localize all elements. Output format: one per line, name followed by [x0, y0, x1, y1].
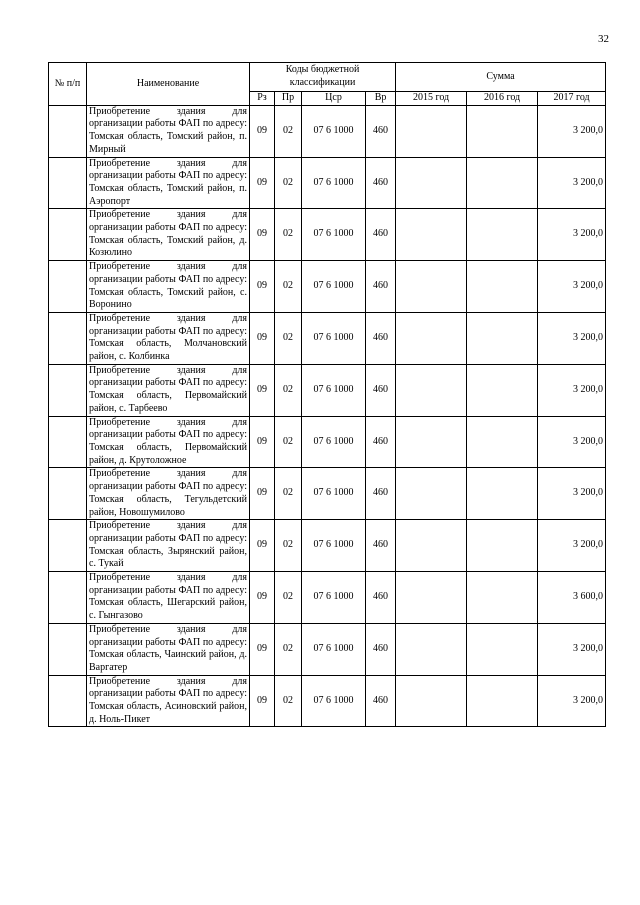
cell-name: Приобретение здания для организации работы ФАП по адресу: Томская область, Шегарский район, с. Гынгазово	[87, 572, 250, 624]
cell-name: Приобретение здания для организации работы ФАП по адресу: Томская область, Тегульдетский район, Новошумилово	[87, 468, 250, 520]
cell-pr: 02	[275, 572, 302, 624]
cell-vr: 460	[366, 572, 396, 624]
cell-2016	[467, 312, 538, 364]
cell-csr: 07 6 1000	[302, 157, 366, 209]
cell-rz: 09	[250, 312, 275, 364]
cell-name: Приобретение здания для организации работы ФАП по адресу: Томская область, Томский район, д. Козюлино	[87, 209, 250, 261]
cell-vr: 460	[366, 675, 396, 727]
cell-vr: 460	[366, 312, 396, 364]
cell-2015	[396, 105, 467, 157]
cell-2016	[467, 261, 538, 313]
cell-2017: 3 200,0	[538, 261, 606, 313]
cell-csr: 07 6 1000	[302, 261, 366, 313]
cell-pr: 02	[275, 312, 302, 364]
cell-name: Приобретение здания для организации работы ФАП по адресу: Томская область, Томский район, п. Мирный	[87, 105, 250, 157]
cell-2016	[467, 364, 538, 416]
cell-num	[49, 520, 87, 572]
cell-2016	[467, 416, 538, 468]
cell-2015	[396, 520, 467, 572]
cell-2016	[467, 209, 538, 261]
cell-rz: 09	[250, 157, 275, 209]
cell-2015	[396, 157, 467, 209]
cell-name: Приобретение здания для организации работы ФАП по адресу: Томская область, Томский район, с. Воронино	[87, 261, 250, 313]
cell-2017: 3 200,0	[538, 312, 606, 364]
header-2016: 2016 год	[467, 92, 538, 106]
cell-2016	[467, 468, 538, 520]
cell-rz: 09	[250, 675, 275, 727]
table-body	[49, 105, 606, 727]
table-row	[49, 416, 606, 468]
header-vr: Вр	[366, 92, 396, 106]
cell-pr: 02	[275, 209, 302, 261]
table-row	[49, 675, 606, 727]
budget-table	[48, 62, 606, 727]
table-row	[49, 157, 606, 209]
cell-2015	[396, 572, 467, 624]
cell-rz: 09	[250, 416, 275, 468]
table-row	[49, 572, 606, 624]
table-row	[49, 105, 606, 157]
cell-csr: 07 6 1000	[302, 675, 366, 727]
header-name: Наименование	[87, 63, 250, 106]
cell-csr: 07 6 1000	[302, 364, 366, 416]
cell-2017: 3 200,0	[538, 623, 606, 675]
cell-pr: 02	[275, 157, 302, 209]
cell-rz: 09	[250, 364, 275, 416]
table-row	[49, 520, 606, 572]
cell-rz: 09	[250, 520, 275, 572]
cell-2017: 3 200,0	[538, 157, 606, 209]
cell-2017: 3 200,0	[538, 675, 606, 727]
cell-2016	[467, 572, 538, 624]
cell-csr: 07 6 1000	[302, 520, 366, 572]
cell-rz: 09	[250, 209, 275, 261]
cell-name: Приобретение здания для организации работы ФАП по адресу: Томская область, Первомайский район, д. Крутоложное	[87, 416, 250, 468]
cell-pr: 02	[275, 364, 302, 416]
cell-2015	[396, 261, 467, 313]
cell-num	[49, 675, 87, 727]
cell-name: Приобретение здания для организации работы ФАП по адресу: Томская область, Чаинский район, д. Варгатер	[87, 623, 250, 675]
table-row	[49, 261, 606, 313]
cell-name: Приобретение здания для организации работы ФАП по адресу: Томская область, Томский район, п. Аэропорт	[87, 157, 250, 209]
header-num: № п/п	[49, 63, 87, 106]
cell-vr: 460	[366, 105, 396, 157]
cell-2016	[467, 157, 538, 209]
cell-csr: 07 6 1000	[302, 468, 366, 520]
cell-name: Приобретение здания для организации работы ФАП по адресу: Томская область, Молчановский район, с. Колбинка	[87, 312, 250, 364]
header-rz: Рз	[250, 92, 275, 106]
cell-2017: 3 200,0	[538, 364, 606, 416]
cell-csr: 07 6 1000	[302, 623, 366, 675]
cell-2017: 3 600,0	[538, 572, 606, 624]
cell-num	[49, 209, 87, 261]
cell-num	[49, 364, 87, 416]
cell-2016	[467, 675, 538, 727]
cell-rz: 09	[250, 468, 275, 520]
cell-2015	[396, 416, 467, 468]
cell-num	[49, 261, 87, 313]
cell-2016	[467, 105, 538, 157]
cell-vr: 460	[366, 623, 396, 675]
cell-rz: 09	[250, 261, 275, 313]
cell-2015	[396, 468, 467, 520]
header-2017: 2017 год	[538, 92, 606, 106]
cell-name: Приобретение здания для организации работы ФАП по адресу: Томская область, Первомайский район, с. Тарбеево	[87, 364, 250, 416]
cell-num	[49, 572, 87, 624]
cell-num	[49, 157, 87, 209]
cell-csr: 07 6 1000	[302, 416, 366, 468]
cell-pr: 02	[275, 675, 302, 727]
cell-num	[49, 623, 87, 675]
header-pr: Пр	[275, 92, 302, 106]
cell-csr: 07 6 1000	[302, 105, 366, 157]
cell-vr: 460	[366, 157, 396, 209]
cell-pr: 02	[275, 416, 302, 468]
cell-num	[49, 416, 87, 468]
cell-vr: 460	[366, 364, 396, 416]
header-sum: Сумма	[396, 63, 606, 92]
cell-rz: 09	[250, 572, 275, 624]
cell-rz: 09	[250, 623, 275, 675]
cell-2016	[467, 520, 538, 572]
cell-2017: 3 200,0	[538, 105, 606, 157]
cell-vr: 460	[366, 261, 396, 313]
cell-csr: 07 6 1000	[302, 572, 366, 624]
table-row	[49, 623, 606, 675]
cell-pr: 02	[275, 261, 302, 313]
cell-pr: 02	[275, 468, 302, 520]
cell-vr: 460	[366, 468, 396, 520]
table-header	[49, 63, 606, 106]
cell-2015	[396, 675, 467, 727]
cell-csr: 07 6 1000	[302, 312, 366, 364]
cell-num	[49, 105, 87, 157]
cell-rz: 09	[250, 105, 275, 157]
table-row	[49, 209, 606, 261]
cell-2017: 3 200,0	[538, 416, 606, 468]
cell-2015	[396, 209, 467, 261]
cell-pr: 02	[275, 105, 302, 157]
header-csr: Цср	[302, 92, 366, 106]
cell-2015	[396, 364, 467, 416]
cell-vr: 460	[366, 209, 396, 261]
cell-vr: 460	[366, 520, 396, 572]
cell-pr: 02	[275, 623, 302, 675]
cell-2017: 3 200,0	[538, 209, 606, 261]
cell-num	[49, 312, 87, 364]
header-budget-codes: Коды бюджетной классификации	[250, 63, 396, 92]
cell-name: Приобретение здания для организации работы ФАП по адресу: Томская область, Зырянский район, с. Тукай	[87, 520, 250, 572]
header-2015: 2015 год	[396, 92, 467, 106]
cell-2015	[396, 312, 467, 364]
cell-2016	[467, 623, 538, 675]
table-row	[49, 364, 606, 416]
cell-num	[49, 468, 87, 520]
cell-csr: 07 6 1000	[302, 209, 366, 261]
cell-2017: 3 200,0	[538, 520, 606, 572]
page-number: 32	[598, 33, 609, 45]
cell-vr: 460	[366, 416, 396, 468]
cell-2015	[396, 623, 467, 675]
cell-2017: 3 200,0	[538, 468, 606, 520]
table-row	[49, 468, 606, 520]
table-row	[49, 312, 606, 364]
cell-pr: 02	[275, 520, 302, 572]
cell-name: Приобретение здания для организации работы ФАП по адресу: Томская область, Асиновский район, д. Ноль-Пикет	[87, 675, 250, 727]
